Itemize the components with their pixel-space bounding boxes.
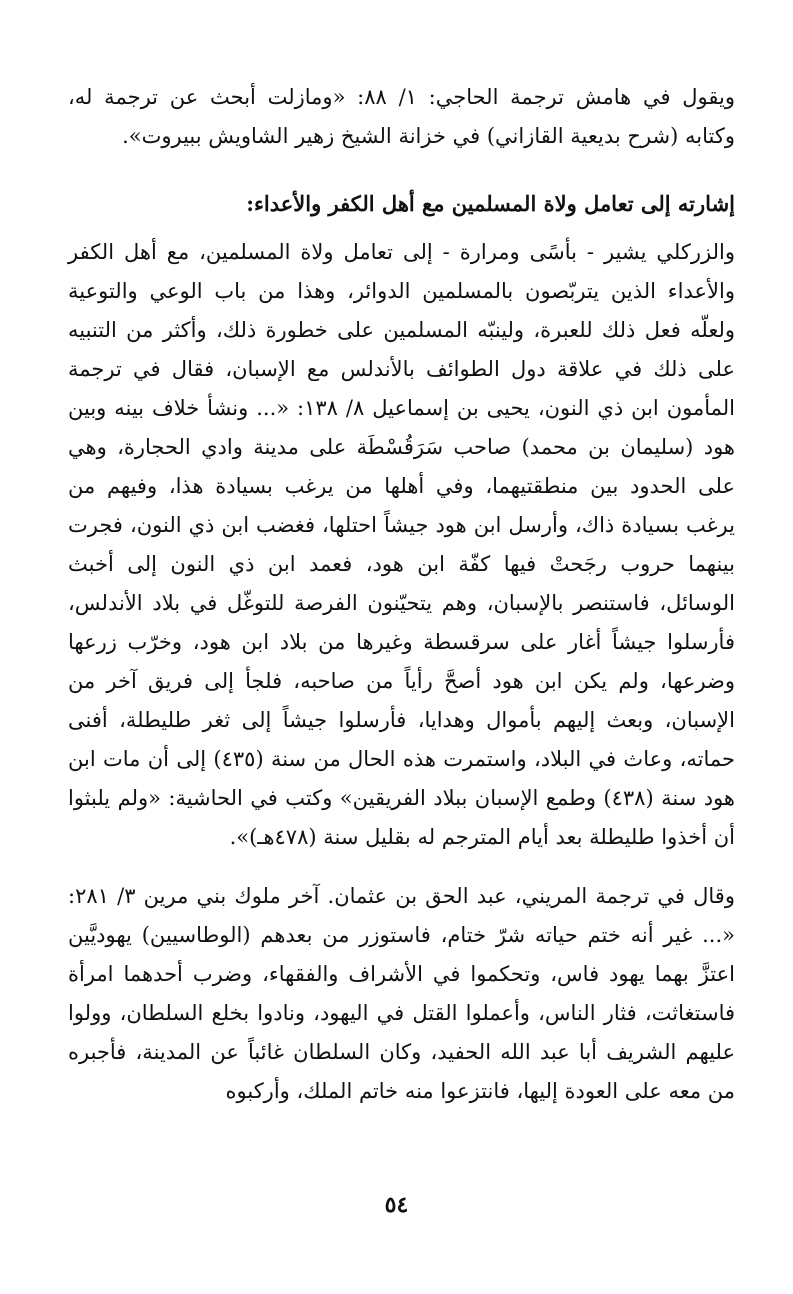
section-heading: إشارته إلى تعامل ولاة المسلمين مع أهل الكفر والأعداء:	[246, 191, 735, 216]
page-body	[68, 78, 735, 1111]
paragraph-marinid: وقال في ترجمة المريني، عبد الحق بن عثمان. آخر ملوك بني مرين ٣/ ٢٨١: «... غير أنه ختم حياته شرّ ختام، فاستوزر من بعدهم (الوطاسيين) يهوديَّين اعتزَّ بهما يهود فاس، وتحكموا في الأشراف والفقهاء، وضرب أحدهما امرأة فاستغاثت، فثار الناس، وأعملوا القتل في اليهود، ونادوا بخلع السلطان، وولوا عليهم الشريف أبا عبد الله الحفيد، وكان السلطان غائباً عن المدينة، فأجبره من معه على العودة إليها، فانتزعوا منه خاتم الملك، وأركبوه	[68, 884, 735, 1103]
paragraph-zirikli-andalus: والزركلي يشير - بأسًى ومرارة - إلى تعامل ولاة المسلمين، مع أهل الكفر والأعداء الذين يتربّصون بالمسلمين الدوائر، وهذا من باب الوعي والتوعية ولعلّه فعل ذلك للعبرة، ولينبّه المسلمين على خطورة ذلك، وأكثر من التنبيه على ذلك في علاقة دول الطوائف بالأندلس مع الإسبان، فقال في ترجمة المأمون ابن ذي النون، يحيى بن إسماعيل ٨/ ١٣٨: «... ونشأ خلاف بينه وبين هود (سليمان بن محمد) صاحب سَرَقُسْطَة على مدينة وادي الحجارة، وهي على الحدود بين منطقتيهما، وفي أهلها من يرغب بسيادة هذا، وفيهم من يرغب بسيادة ذاك، وأرسل ابن هود جيشاً احتلها، فغضب ابن ذي النون، فجرت بينهما حروب رجَحتْ فيها كفّة ابن هود، فعمد ابن ذي النون إلى أخبث الوسائل، فاستنصر بالإسبان، وهم يتحيّنون الفرصة للتوغّل في بلاد الأندلس، فأرسلوا جيشاً أغار على سرقسطة وغيرها من بلاد ابن هود، وخرّب زرعها وضرعها، ولم يكن ابن هود أصحَّ رأياً من صاحبه، فلجأ إلى فريق آخر من الإسبان، وبعث إليهم بأموال وهدايا، فأرسلوا جيشاً إلى ثغر طليطلة، أفنى حماته، وعاث في البلاد، واستمرت هذه الحال من سنة (٤٣٥) إلى أن مات ابن هود سنة (٤٣٨) وطمع الإسبان ببلاد الفريقين» وكتب في الحاشية: «ولم يلبثوا أن أخذوا طليطلة بعد أيام المترجم له بقليل سنة (٤٧٨هـ)».	[68, 240, 736, 849]
paragraph-footnote-reference: ويقول في هامش ترجمة الحاجي: ١/ ٨٨: «ومازلت أبحث عن ترجمة له، وكتابه (شرح بديعية القازاني) في خزانة الشيخ زهير الشاويش ببيروت».	[68, 85, 735, 148]
page-number: ٥٤	[384, 1192, 409, 1218]
